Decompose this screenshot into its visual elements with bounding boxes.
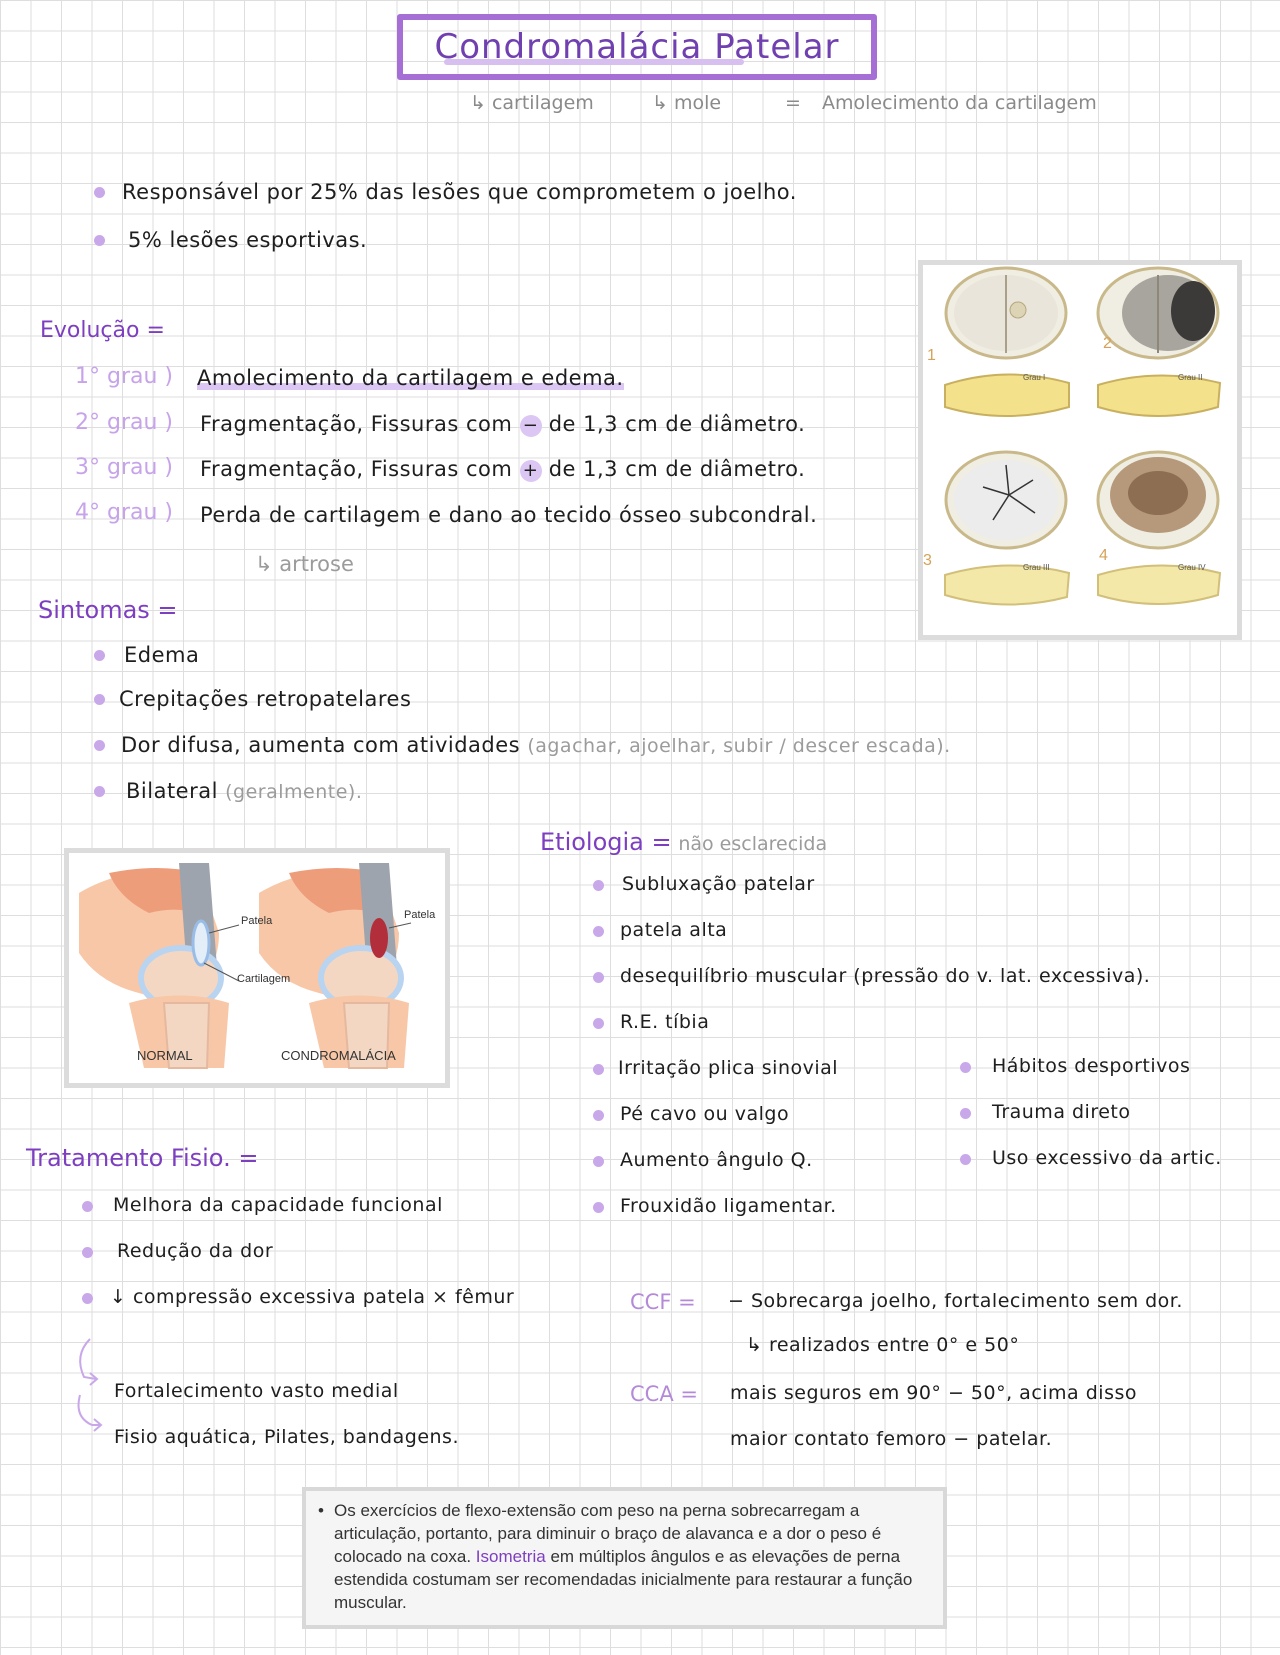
bullet: [960, 1154, 971, 1165]
bullet: [593, 926, 604, 937]
sintomas-heading: Sintomas =: [38, 596, 178, 624]
patella-grades-illustration: [923, 265, 1237, 635]
branch-arrow-icon: [70, 1335, 110, 1435]
cca-line2: maior contato femoro − patelar.: [730, 1428, 1053, 1450]
sintoma-item: [121, 733, 951, 757]
bullet: [593, 1156, 604, 1167]
bullet: [593, 1202, 604, 1213]
etiologia-heading: Etiologia =: [540, 828, 672, 856]
tratamento-sub-item: Fisio aquática, Pilates, bandagens.: [114, 1426, 459, 1448]
caption-normal: NORMAL: [137, 1048, 193, 1063]
etiologia-item: Aumento ângulo Q.: [620, 1149, 813, 1171]
etiologia-item: Pé cavo ou valgo: [620, 1103, 790, 1125]
etiologia-item: desequilíbrio muscular (pressão do v. lat. excessiva).: [620, 965, 1151, 987]
grade-text-2b: de 1,3 cm de diâmetro.: [548, 412, 806, 436]
etiologia-item: R.E. tíbia: [620, 1011, 710, 1033]
label-cartilagem: Cartilagem: [237, 973, 291, 985]
grade-text: Perda de cartilagem e dano ao tecido ósseo subcondral.: [200, 503, 818, 527]
etymology-equals: =: [785, 92, 801, 114]
note-bullet: •: [318, 1501, 324, 1520]
bullet: [94, 786, 105, 797]
cca-label: CCA =: [630, 1382, 698, 1406]
bullet: [593, 972, 604, 983]
bullet: [593, 1018, 604, 1029]
grade-label: 2° grau ): [75, 410, 174, 435]
grade-text: [200, 457, 805, 482]
tratamento-heading: Tratamento Fisio. =: [26, 1144, 259, 1172]
cca-line1: mais seguros em 90° − 50°, acima disso: [730, 1382, 1138, 1404]
grade-number: 4: [1099, 547, 1108, 564]
grade-text-2a: Fragmentação, Fissuras com: [200, 412, 513, 436]
grade-number: 1: [927, 347, 936, 364]
etiologia-item: Frouxidão ligamentar.: [620, 1195, 837, 1217]
grade-text-3b: de 1,3 cm de diâmetro.: [548, 457, 806, 481]
tratamento-item: Redução da dor: [117, 1240, 274, 1262]
bullet: [82, 1293, 93, 1304]
sintoma-text: Bilateral: [126, 779, 218, 803]
bullet: [94, 740, 105, 751]
sintoma-item: [126, 779, 362, 803]
intro-item: 5% lesões esportivas.: [128, 228, 368, 252]
page-title-text: Condromalácia Patelar: [434, 27, 840, 67]
artrose-note: ↳ artrose: [255, 552, 354, 576]
ccf-line2: ↳ realizados entre 0° e 50°: [746, 1334, 1020, 1356]
bullet: [94, 650, 105, 661]
ccf-label: CCF =: [630, 1290, 696, 1314]
grade-text: [197, 366, 624, 390]
intro-item: Responsável por 25% das lesões que comprometem o joelho.: [122, 180, 797, 204]
grade-number: 3: [923, 552, 932, 569]
exercise-note: [302, 1487, 947, 1629]
ccf-line1: − Sobrecarga joelho, fortalecimento sem dor.: [728, 1290, 1183, 1312]
etymology-part1: ↳ cartilagem: [470, 92, 594, 114]
sintoma-text: Dor difusa, aumenta com atividades: [121, 733, 521, 757]
sintoma-item: Edema: [124, 643, 200, 667]
grade-caption: Grau III: [1023, 563, 1050, 572]
knee-figure: [64, 848, 450, 1088]
grade-number: 2: [1103, 335, 1112, 352]
grade-caption: Grau IV: [1178, 563, 1206, 572]
grade-text: [200, 412, 805, 437]
etiologia-item: patela alta: [620, 919, 728, 941]
etymology-part2: ↳ mole: [652, 92, 722, 114]
etiologia-item-right: Trauma direto: [992, 1101, 1131, 1123]
tratamento-sub-item: Fortalecimento vasto medial: [114, 1380, 399, 1402]
grade-caption: Grau II: [1178, 373, 1203, 382]
grade-caption: Grau I: [1023, 373, 1046, 382]
etiologia-item: Irritação plica sinovial: [618, 1057, 839, 1079]
etiologia-heading-line: [540, 828, 827, 856]
label-patela-condro: Patela: [404, 909, 436, 921]
note-text-b: em múltiplos ângulos e as elevações de perna estendida costumam ser recomendadas inicialmente para restaurar a função muscular.: [334, 1547, 913, 1612]
grade-label: 3° grau ): [75, 455, 174, 480]
etiologia-item-right: Uso excessivo da artic.: [992, 1147, 1222, 1169]
page-title: [434, 27, 839, 67]
grade-text-1: Amolecimento da cartilagem e edema.: [197, 366, 624, 390]
note-highlight: Isometria: [475, 1547, 546, 1566]
label-patela-normal: Patela: [241, 915, 273, 927]
bullet: [82, 1247, 93, 1258]
grade-label: 4° grau ): [75, 500, 174, 525]
bullet: [593, 1110, 604, 1121]
evolucao-heading: Evolução =: [40, 318, 165, 343]
tratamento-item: Melhora da capacidade funcional: [113, 1194, 443, 1216]
grade-text-3a: Fragmentação, Fissuras com: [200, 457, 513, 481]
title-box: [397, 14, 877, 80]
bullet: [960, 1108, 971, 1119]
note-text-a: Os exercícios de flexo-extensão com peso na perna sobrecarregam a articulação, portanto, para diminuir o braço de alavanca e a dor o peso é colocado na coxa.: [334, 1501, 882, 1566]
plus-sign: +: [520, 460, 542, 482]
bullet: [82, 1201, 93, 1212]
etymology-meaning: Amolecimento da cartilagem: [822, 92, 1097, 114]
sintoma-note: (agachar, ajoelhar, subir / descer escada).: [527, 735, 951, 757]
bullet: [94, 235, 105, 246]
sintoma-item: Crepitações retropatelares: [119, 687, 412, 711]
sintoma-note: (geralmente).: [225, 781, 363, 803]
etiologia-note: não esclarecida: [678, 833, 828, 855]
caption-condromalacia: CONDROMALÁCIA: [281, 1048, 396, 1063]
bullet: [94, 694, 105, 705]
bullet: [960, 1062, 971, 1073]
bullet: [593, 1064, 604, 1075]
etiologia-item-right: Hábitos desportivos: [992, 1055, 1191, 1077]
grade-label: 1° grau ): [75, 364, 174, 389]
minus-sign: −: [520, 415, 542, 437]
bullet: [94, 187, 105, 198]
patella-grades-figure: [918, 260, 1242, 640]
bullet: [593, 880, 604, 891]
tratamento-item: ↓ compressão excessiva patela × fêmur: [110, 1286, 515, 1308]
etiologia-item: Subluxação patelar: [622, 873, 815, 895]
